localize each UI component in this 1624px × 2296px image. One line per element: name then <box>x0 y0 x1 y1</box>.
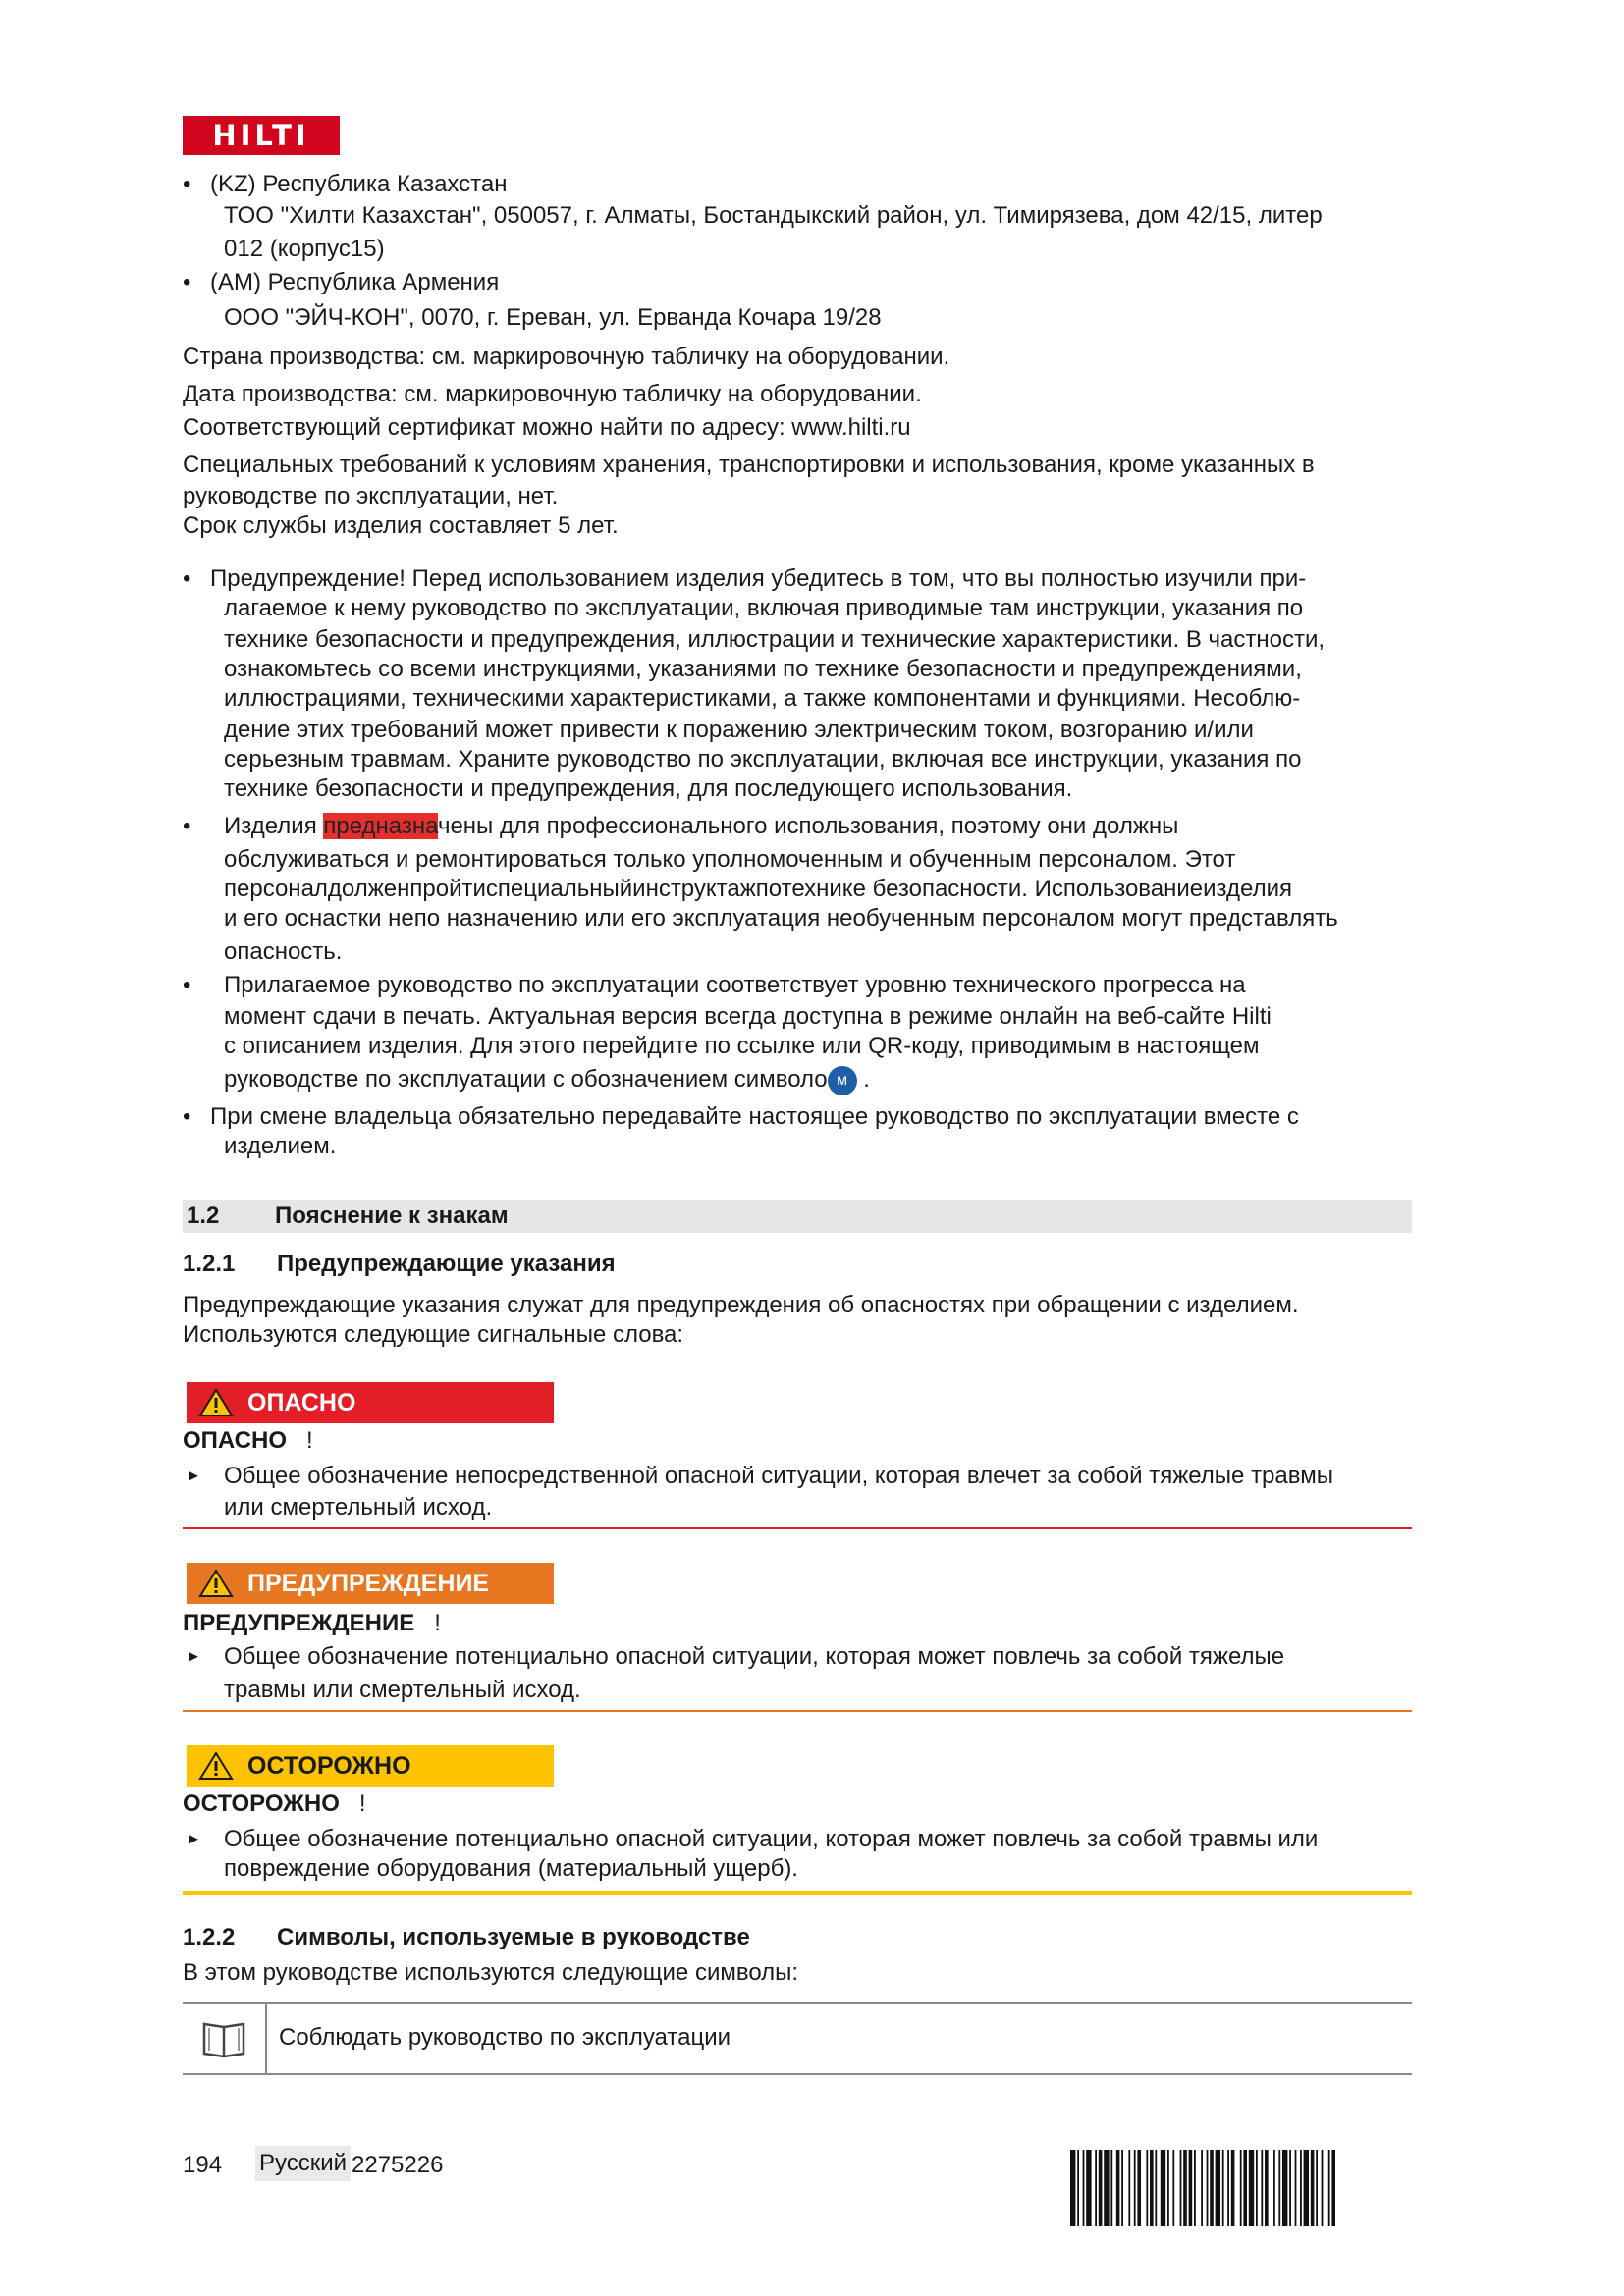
barcode-bar <box>1227 2150 1229 2226</box>
hilti-logo: HILTI <box>183 116 340 155</box>
subsection-number: 1.2.1 <box>183 1251 236 1277</box>
info-date: Дата производства: см. маркировочную табличку на оборудовании. <box>183 381 922 407</box>
barcode-bar <box>1183 2150 1187 2226</box>
symbol-description: Соблюдать руководство по эксплуатации <box>279 2024 731 2051</box>
address-line-kz-2: 012 (корпус15) <box>224 236 385 262</box>
barcode-bar <box>1201 2150 1203 2226</box>
bullet1-line: технике безопасности и предупреждения, иллюстрации и технические характеристики. В частности, <box>224 626 1326 653</box>
address-line-kz: ТОО "Хилти Казахстан", 050057, г. Алматы, Бостандыкский район, ул. Тимирязева, дом 42/15, литер <box>224 202 1323 229</box>
bullet4-line: изделием. <box>224 1133 337 1159</box>
barcode-bar <box>1083 2150 1085 2226</box>
footer-code: 2275226 <box>352 2152 444 2178</box>
barcode-bar <box>1256 2150 1258 2226</box>
bullet-dot: • <box>183 1103 191 1130</box>
barcode-bar <box>1265 2150 1269 2226</box>
barcode-bar <box>1210 2150 1214 2226</box>
bullet2-text: Изделия <box>224 813 324 839</box>
section-title: Пояснение к знакам <box>275 1202 509 1229</box>
bullet2-text: чены для профессионального использования, поэтому они должны <box>437 813 1179 839</box>
danger-badge <box>187 1382 554 1423</box>
bullet4-line: При смене владельца обязательно передавайте настоящее руководство по эксплуатации вместе с <box>210 1103 1299 1130</box>
barcode-bar <box>1231 2150 1235 2226</box>
warning-heading-text: ПРЕДУПРЕЖДЕНИЕ <box>183 1610 415 1636</box>
barcode-bar <box>1249 2150 1254 2226</box>
barcode-bar <box>1328 2150 1330 2226</box>
bullet-arrow-icon: ► <box>187 1831 201 1847</box>
barcode-bar <box>1167 2150 1169 2226</box>
barcode-bar <box>1137 2150 1141 2226</box>
danger-text: или смертельный исход. <box>224 1494 493 1521</box>
barcode-bar <box>1316 2150 1318 2226</box>
bullet-dot: • <box>183 565 191 592</box>
barcode-bar <box>1216 2150 1220 2226</box>
bullet1-line: лагаемое к нему руководство по эксплуатации, включая приводимые там инструкции, указания по <box>224 595 1304 621</box>
caution-badge <box>187 1745 554 1787</box>
caution-text: Общее обозначение потенциально опасной ситуации, которая может повлечь за собой травмы или <box>224 1826 1319 1852</box>
info-requirements: Специальных требований к условиям хранения, транспортировки и использования, кроме указанных в <box>183 452 1315 478</box>
warning-triangle-icon <box>198 1751 234 1781</box>
caution-divider <box>183 1891 1412 1895</box>
exclamation: ! <box>306 1427 313 1454</box>
footer-page-number: 194 <box>183 2152 223 2178</box>
bullet3-line: с описанием изделия. Для этого перейдите по ссылке или QR-коду, приводимым в настоящем <box>224 1033 1260 1059</box>
bullet1-line: дение этих требований может привести к поражению электрическим током, возгоранию и/или <box>224 717 1254 743</box>
barcode-bar <box>1134 2150 1136 2226</box>
info-country: Страна производства: см. маркировочную табличку на оборудовании. <box>183 344 950 370</box>
barcode-bar <box>1099 2150 1103 2226</box>
bullet3-text: руководстве по эксплуатации с обозначением символо <box>224 1066 828 1093</box>
barcode-bar <box>1116 2150 1120 2226</box>
bullet-dot: • <box>183 269 191 295</box>
danger-badge-label: ОПАСНО <box>247 1389 356 1416</box>
barcode-bar <box>1095 2150 1097 2226</box>
barcode-bar <box>1155 2150 1157 2226</box>
highlighted-word: предназна <box>323 813 438 839</box>
barcode-bar <box>1189 2150 1193 2226</box>
symbols-intro: В этом руководстве используются следующие символы: <box>183 1959 799 1986</box>
bullet2-first-line <box>224 811 1178 841</box>
barcode-bar <box>1194 2150 1196 2226</box>
table-bottom-border <box>183 2073 1412 2075</box>
warning-heading <box>183 1608 441 1638</box>
warning-triangle-icon <box>198 1388 234 1417</box>
barcode-bar <box>1331 2150 1335 2226</box>
exclamation: ! <box>434 1610 441 1636</box>
table-column-divider <box>265 2002 267 2075</box>
caution-heading <box>183 1789 366 1819</box>
info-requirements-2: руководстве по эксплуатации, нет. <box>183 483 559 509</box>
barcode-bar <box>1222 2150 1224 2226</box>
warning-text: Общее обозначение потенциально опасной ситуации, которая может повлечь за собой тяжелые <box>224 1643 1285 1670</box>
bullet1-line: Предупреждение! Перед использованием изделия убедитесь в том, что вы полностью изучили при- <box>210 565 1307 592</box>
bullet3-last-line <box>224 1064 870 1095</box>
barcode-bar <box>1295 2150 1297 2226</box>
caution-heading-text: ОСТОРОЖНО <box>183 1790 340 1817</box>
subsection-number: 1.2.2 <box>183 1924 236 1950</box>
manual-book-icon <box>199 2018 248 2059</box>
bullet1-line: серьезным травмам. Храните руководство по эксплуатации, включая все инструкции, указания по <box>224 746 1302 773</box>
bullet2-line: персоналдолженпройтиспециальныйинструктажпотехнике безопасности. Использованиеизделия <box>224 876 1292 902</box>
subsection-title: Символы, используемые в руководстве <box>277 1924 750 1950</box>
barcode-bar <box>1110 2150 1112 2226</box>
bullet-dot: • <box>183 972 191 998</box>
barcode-bar <box>1240 2150 1242 2226</box>
bullet-dot: • <box>183 171 191 197</box>
intro-line: Используются следующие сигнальные слова: <box>183 1321 684 1348</box>
bullet1-line: технике безопасности и предупреждения, для последующего использования. <box>224 775 1073 802</box>
barcode-bar <box>1311 2150 1315 2226</box>
barcode-bar <box>1180 2150 1182 2226</box>
barcode-bar <box>1086 2150 1091 2226</box>
bullet2-line: обслуживаться и ремонтироваться только уполномоченным и обученным персоналом. Этот <box>224 846 1236 873</box>
barcode-bar <box>1207 2150 1209 2226</box>
barcode-bar <box>1172 2150 1174 2226</box>
barcode-bar <box>1070 2150 1075 2226</box>
barcode-bar <box>1161 2150 1165 2226</box>
info-service-life: Срок службы изделия составляет 5 лет. <box>183 512 619 539</box>
barcode-bar <box>1077 2150 1079 2226</box>
warning-badge <box>187 1563 554 1604</box>
bullet-arrow-icon: ► <box>187 1468 201 1484</box>
danger-heading <box>183 1425 313 1456</box>
warning-divider <box>183 1710 1412 1712</box>
address-country-kz: (KZ) Республика Казахстан <box>210 171 508 197</box>
warning-triangle-icon <box>198 1569 234 1598</box>
subsection-title: Предупреждающие указания <box>277 1251 616 1277</box>
barcode-bar <box>1104 2150 1109 2226</box>
barcode-bar <box>1300 2150 1302 2226</box>
warning-badge-label: ПРЕДУПРЕЖДЕНИЕ <box>247 1570 490 1597</box>
caution-text: повреждение оборудования (материальный ущерб). <box>224 1855 798 1882</box>
bullet3-line: момент сдачи в печать. Актуальная версия всегда доступна в режиме онлайн на веб-сайте Hilti <box>224 1003 1272 1030</box>
bullet3-line: Прилагаемое руководство по эксплуатации соответствует уровню технического прогресса на <box>224 972 1246 998</box>
exclamation: ! <box>358 1790 366 1817</box>
barcode-bar <box>1273 2150 1275 2226</box>
barcode-bar <box>1322 2150 1324 2226</box>
qr-code-icon: м <box>828 1066 857 1095</box>
barcode-bar <box>1282 2150 1287 2226</box>
address-line-am: ООО "ЭЙЧ-КОН", 0070, г. Ереван, ул. Ерванда Кочара 19/28 <box>224 304 882 331</box>
address-country-am: (AM) Республика Армения <box>210 269 500 295</box>
section-heading-1-2 <box>183 1200 1412 1233</box>
table-top-border <box>183 2002 1412 2004</box>
barcode-bar <box>1128 2150 1130 2226</box>
bullet2-line: и его оснастки непо назначению или его эксплуатация необученным персоналом могут представлять <box>224 905 1338 932</box>
barcode-bar <box>1278 2150 1280 2226</box>
bullet2-line: опасность. <box>224 938 343 965</box>
info-certificate: Соответствующий сертификат можно найти по адресу: www.hilti.ru <box>183 414 911 441</box>
bullet3-text: . <box>856 1066 870 1093</box>
barcode <box>1070 2150 1409 2226</box>
barcode-bar <box>1261 2150 1263 2226</box>
barcode-bar <box>1150 2150 1154 2226</box>
barcode-bar <box>1121 2150 1123 2226</box>
section-number: 1.2 <box>187 1202 220 1229</box>
barcode-bar <box>1243 2150 1247 2226</box>
danger-divider <box>183 1527 1412 1529</box>
warning-text: травмы или смертельный исход. <box>224 1677 581 1703</box>
barcode-bar <box>1146 2150 1148 2226</box>
barcode-bar <box>1304 2150 1309 2226</box>
footer-language: Русский <box>255 2146 351 2181</box>
danger-heading-text: ОПАСНО <box>183 1427 287 1454</box>
bullet1-line: иллюстрациями, техническими характеристиками, а также компонентами и функциями. Несоблю- <box>224 685 1301 712</box>
bullet-dot: • <box>183 813 191 839</box>
bullet-arrow-icon: ► <box>187 1648 201 1665</box>
bullet1-line: ознакомьтесь со всеми инструкциями, указаниями по технике безопасности и предупреждениями, <box>224 656 1302 682</box>
intro-line: Предупреждающие указания служат для предупреждения об опасностях при обращении с изделием. <box>183 1292 1299 1318</box>
danger-text: Общее обозначение непосредственной опасной ситуации, которая влечет за собой тяжелые травмы <box>224 1463 1333 1489</box>
barcode-bar <box>1289 2150 1291 2226</box>
caution-badge-label: ОСТОРОЖНО <box>247 1752 411 1780</box>
